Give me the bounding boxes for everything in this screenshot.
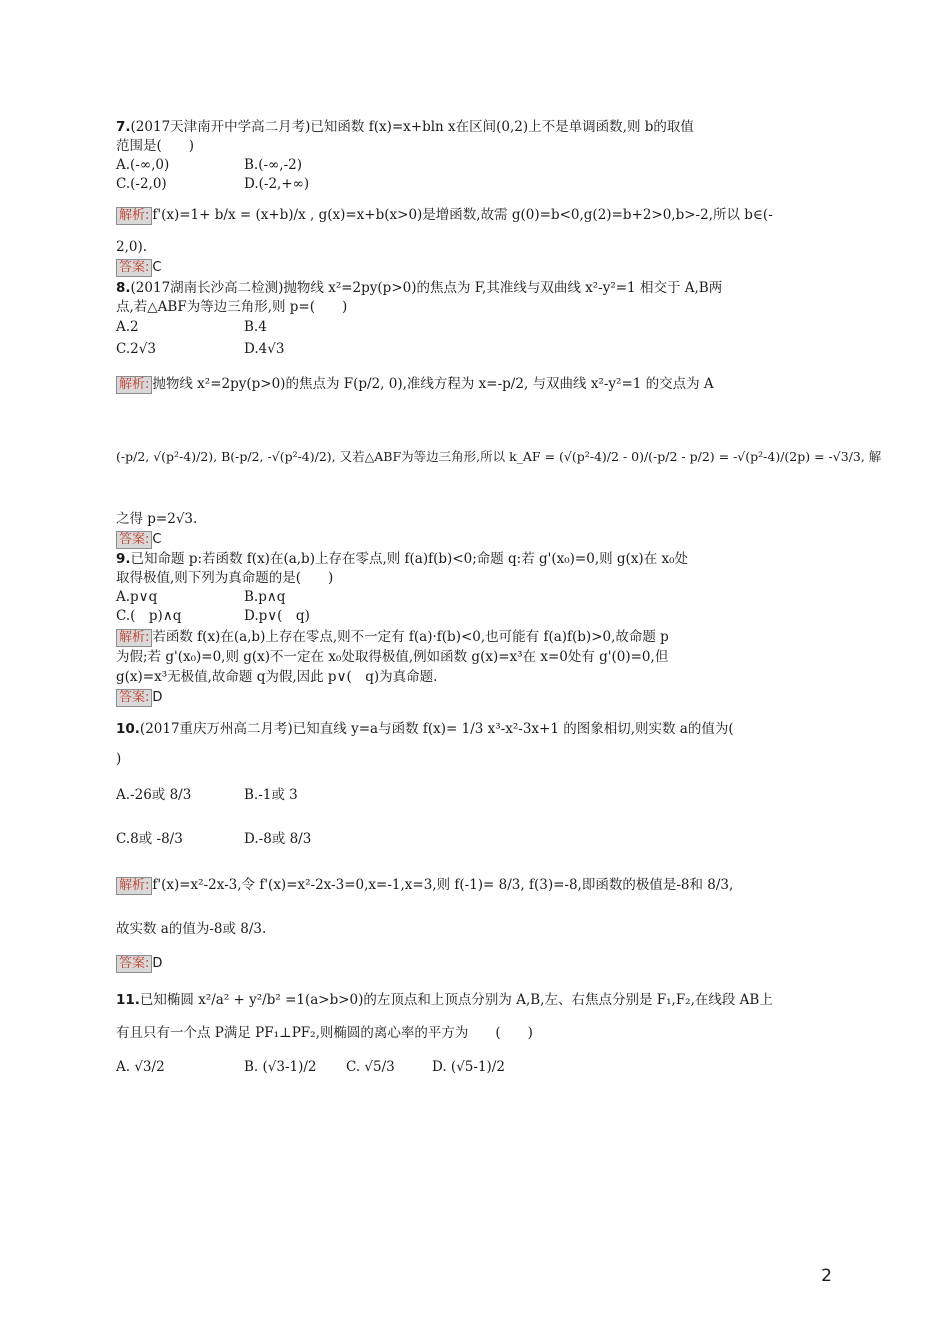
q8-option-b: B.4 — [244, 319, 267, 335]
q10-option-c: C.8或 -8/3 — [116, 831, 183, 847]
q10-option-b: B.-1或 3 — [244, 787, 298, 803]
q10-answer-line — [116, 954, 162, 973]
q8-stem-line2: 点,若△ABF为等边三角形,则 p=( ) — [116, 299, 348, 315]
q9-answer: D — [152, 690, 163, 705]
q9-stem-line2: 取得极值,则下列为真命题的是( ) — [116, 570, 334, 586]
q11-stem-line1 — [116, 991, 773, 1009]
q9-stem-text1: 已知命题 p:若函数 f(x)在(a,b)上存在零点,则 f(a)f(b)<0;命题 q:若 g'(x₀)=0,则 g(x)在 x₀处 — [130, 551, 689, 567]
q10-analysis-line2: 故实数 a的值为-8或 8/3. — [116, 921, 267, 937]
q9-option-d: D.p∨( q) — [244, 608, 310, 624]
q7-option-c: C.(-2,0) — [116, 176, 167, 192]
q9-analysis-line1 — [116, 628, 669, 647]
q10-option-a: A.-26或 8/3 — [116, 787, 192, 803]
q10-analysis-text1: f'(x)=x²-2x-3,令 f'(x)=x²-2x-3=0,x=-1,x=3,则 f(-1)= 8/3, f(3)=-8,即函数的极值是-8和 8/3, — [152, 877, 734, 893]
q9-answer-line — [116, 688, 162, 707]
q9-answer-tag: 答案: — [116, 689, 152, 707]
q9-option-c: C.( p)∧q — [116, 608, 182, 624]
q8-stem-line1 — [116, 279, 722, 297]
q10-analysis-tag: 解析: — [116, 877, 152, 895]
q7-analysis-text1: f'(x)=1+ b/x = (x+b)/x , g(x)=x+b(x>0)是增函数,故需 g(0)=b<0,g(2)=b+2>0,b>-2,所以 b∈(- — [152, 207, 773, 223]
q9-analysis-tag: 解析: — [116, 629, 152, 647]
q7-answer-tag: 答案: — [116, 259, 152, 277]
q10-answer-tag: 答案: — [116, 955, 152, 973]
q7-analysis-tag: 解析: — [116, 207, 152, 225]
q8-analysis-line1 — [116, 375, 714, 394]
q9-option-a: A.p∨q — [116, 589, 158, 605]
q11-number: 11. — [116, 992, 140, 1008]
q8-number: 8. — [116, 280, 131, 296]
q8-analysis-line3: 之得 p=2√3. — [116, 511, 198, 527]
q7-stem-text1: (2017天津南开中学高二月考)已知函数 f(x)=x+bln x在区间(0,2)上不是单调函数,则 b的取值 — [130, 119, 694, 135]
q10-answer: D — [152, 956, 163, 971]
q9-analysis-text1: 若函数 f(x)在(a,b)上存在零点,则不一定有 f(a)·f(b)<0,也可能有 f(a)f(b)>0,故命题 p — [152, 629, 669, 645]
q11-option-a: A. √3/2 — [116, 1059, 165, 1075]
q11-option-c: C. √5/3 — [346, 1059, 395, 1075]
q7-option-a: A.(-∞,0) — [116, 157, 170, 173]
q8-option-a: A.2 — [116, 319, 139, 335]
q10-stem-text1: (2017重庆万州高二月考)已知直线 y=a与函数 f(x)= 1/3 x³-x²-3x+1 的图象相切,则实数 a的值为( — [139, 721, 734, 737]
q11-stem-text1: 已知椭圆 x²/a² + y²/b² =1(a>b>0)的左顶点和上顶点分别为 A,B,左、右焦点分别是 F₁,F₂,在线段 AB上 — [139, 992, 773, 1008]
q11-stem-line2: 有且只有一个点 P满足 PF₁⊥PF₂,则椭圆的离心率的平方为 ( ) — [116, 1025, 533, 1041]
q8-answer-tag: 答案: — [116, 531, 152, 549]
q9-stem-line1 — [116, 550, 688, 568]
q10-number: 10. — [116, 721, 140, 737]
q7-stem-line2: 范围是( ) — [116, 138, 195, 154]
q8-option-d: D.4√3 — [244, 341, 285, 357]
q9-number: 9. — [116, 551, 131, 567]
q9-analysis-line3: g(x)=x³无极值,故命题 q为假,因此 p∨( q)为真命题. — [116, 669, 438, 685]
q8-answer: C — [152, 532, 162, 547]
q9-option-b: B.p∧q — [244, 589, 286, 605]
q8-option-c: C.2√3 — [116, 341, 156, 357]
q10-option-d: D.-8或 8/3 — [244, 831, 312, 847]
q11-option-b: B. (√3-1)/2 — [244, 1059, 317, 1075]
q10-analysis-line1 — [116, 876, 733, 895]
q10-stem-line1 — [116, 720, 734, 738]
q7-analysis-line1 — [116, 206, 773, 225]
page-number: 2 — [821, 1266, 832, 1286]
q8-analysis-tag: 解析: — [116, 376, 152, 394]
q7-number: 7. — [116, 119, 131, 135]
q11-option-d: D. (√5-1)/2 — [432, 1059, 505, 1075]
q8-stem-text1: (2017湖南长沙高二检测)抛物线 x²=2py(p>0)的焦点为 F,其准线与双曲线 x²-y²=1 相交于 A,B两 — [130, 280, 723, 296]
q10-stem-line2: ) — [116, 751, 122, 767]
q7-option-b: B.(-∞,-2) — [244, 157, 302, 173]
q7-answer-line — [116, 258, 161, 277]
q7-stem-line1 — [116, 118, 694, 136]
q8-analysis-text1: 抛物线 x²=2py(p>0)的焦点为 F(p/2, 0),准线方程为 x=-p/2, 与双曲线 x²-y²=1 的交点为 A — [152, 376, 714, 392]
q7-analysis-line2: 2,0). — [116, 239, 148, 255]
q7-answer: C — [152, 260, 162, 275]
q7-option-d: D.(-2,+∞) — [244, 176, 310, 192]
q8-analysis-line2: (-p/2, √(p²-4)/2), B(-p/2, -√(p²-4)/2), 又若△ABF为等边三角形,所以 k_AF = (√(p²-4)/2 - 0)/(-p/2 - p/2) = -√(p²-4)/(2p) = -√3/3, 解 — [116, 449, 882, 464]
q9-analysis-line2: 为假;若 g'(x₀)=0,则 g(x)不一定在 x₀处取得极值,例如函数 g(x)=x³在 x=0处有 g'(0)=0,但 — [116, 649, 669, 665]
q8-answer-line — [116, 530, 161, 549]
